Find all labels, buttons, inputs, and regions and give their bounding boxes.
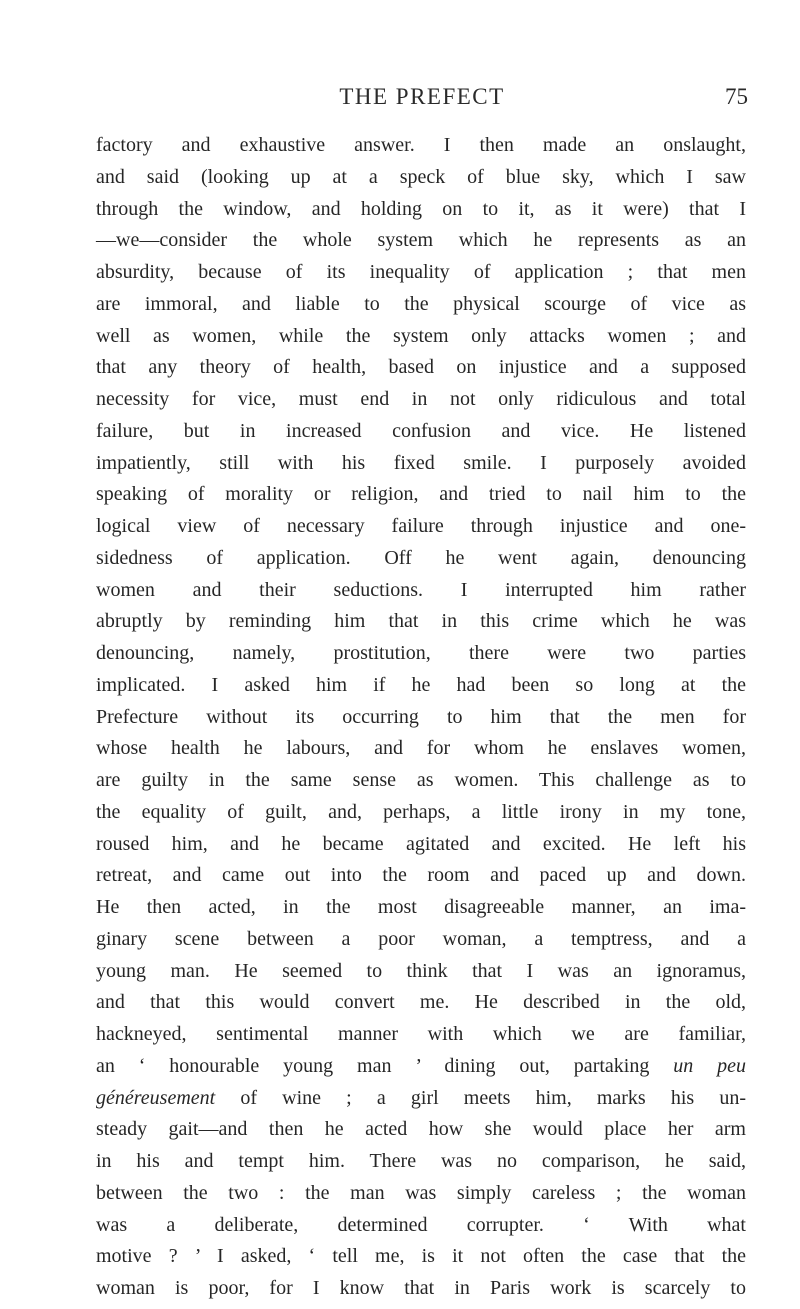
text-segment: of wine ; a girl meets him, marks his un-: [240, 1086, 746, 1109]
text-line: implicated. I asked him if he had been so long at the: [96, 673, 746, 696]
page-number: 75: [725, 84, 748, 109]
text-line: failure, but in increased confusion and vice. He listened: [96, 419, 746, 442]
italic-phrase: un peu: [673, 1054, 746, 1077]
text-line: impatiently, still with his fixed smile. I purposely avoided: [96, 451, 746, 474]
text-line: was a deliberate, determined corrupter. ‘ With what: [96, 1213, 746, 1236]
text-line: steady gait—and then he acted how she would place her arm: [96, 1118, 746, 1141]
text-line: between the two : the man was simply careless ; the woman: [96, 1181, 746, 1204]
text-line: denouncing, namely, prostitution, there were two parties: [96, 642, 746, 664]
text-line-mixed: [96, 1083, 746, 1115]
text-line: in his and tempt him. There was no comparison, he said,: [96, 1150, 746, 1172]
running-head: [96, 82, 748, 112]
text-line: are guilty in the same sense as women. This challenge as to: [96, 769, 746, 791]
text-segment: an ‘ honourable young man ’ dining out, partaking: [96, 1054, 650, 1077]
text-line: the equality of guilt, and, perhaps, a little irony in my tone,: [96, 800, 746, 823]
text-line: whose health he labours, and for whom he enslaves women,: [96, 737, 746, 760]
text-line: absurdity, because of its inequality of application ; that men: [96, 261, 746, 283]
text-line: abruptly by reminding him that in this crime which he was: [96, 610, 746, 633]
body-text: [96, 130, 746, 1305]
text-line: logical view of necessary failure through injustice and one-: [96, 515, 746, 537]
text-line: sidedness of application. Off he went again, denouncing: [96, 546, 746, 569]
text-line: factory and exhaustive answer. I then made an onslaught,: [96, 134, 746, 156]
text-line: —we—consider the whole system which he represents as an: [96, 229, 746, 252]
text-line: and said (looking up at a speck of blue sky, which I saw: [96, 165, 746, 188]
text-line: young man. He seemed to think that I was an ignoramus,: [96, 959, 746, 982]
text-line: through the window, and holding on to it, as it were) that I: [96, 197, 746, 220]
text-line: Prefecture without its occurring to him that the men for: [96, 705, 746, 728]
running-title: THE PREFECT: [339, 84, 505, 109]
text-line: hackneyed, sentimental manner with which we are familiar,: [96, 1023, 746, 1045]
text-line: that any theory of health, based on injustice and a supposed: [96, 356, 746, 379]
text-line: well as women, while the system only attacks women ; and: [96, 324, 746, 347]
text-line: woman is poor, for I know that in Paris work is scarcely to: [96, 1277, 746, 1299]
italic-phrase: généreusement: [96, 1086, 216, 1109]
text-line: retreat, and came out into the room and paced up and down.: [96, 864, 746, 887]
text-line: speaking of morality or religion, and tried to nail him to the: [96, 483, 746, 506]
text-line: motive ? ’ I asked, ‘ tell me, is it not often the case that the: [96, 1245, 746, 1268]
text-line: roused him, and he became agitated and excited. He left his: [96, 832, 746, 855]
text-line: He then acted, in the most disagreeable manner, an ima-: [96, 896, 746, 918]
text-line: necessity for vice, must end in not only ridiculous and total: [96, 388, 746, 410]
text-line: are immoral, and liable to the physical scourge of vice as: [96, 292, 746, 315]
text-line: and that this would convert me. He described in the old,: [96, 991, 746, 1014]
text-line-mixed: [96, 1051, 746, 1083]
text-line: ginary scene between a poor woman, a temptress, and a: [96, 927, 746, 950]
text-line: women and their seductions. I interrupted him rather: [96, 578, 746, 601]
